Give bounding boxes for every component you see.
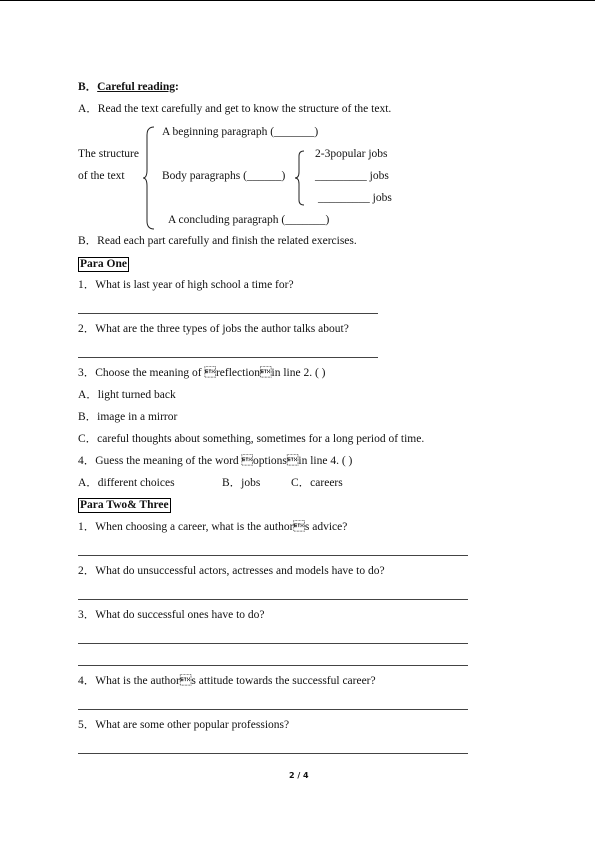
para-two-three-q4: 4．What is the authors attitude towards the successful career? xyxy=(78,675,376,687)
para-two-three-q2: 2．What do unsuccessful actors, actresses and models have to do? xyxy=(78,565,385,577)
jobs-item-1: 2-3popular jobs xyxy=(315,148,388,160)
para-two-three-heading: Para Two& Three xyxy=(80,499,169,511)
para-one-q4-option-a: A．different choices xyxy=(78,477,175,489)
para-one-q1: 1．What is last year of high school a time for? xyxy=(78,279,294,291)
para-one-q3-option-b: B．image in a mirror xyxy=(78,411,178,423)
answer-line-p23-q1[interactable] xyxy=(78,555,468,556)
structure-label-line1: The structure xyxy=(78,148,139,160)
para-one-q4-option-b: B．jobs xyxy=(222,477,261,489)
answer-line-p23-q2[interactable] xyxy=(78,599,468,600)
para-two-three-q1: 1．When choosing a career, what is the authors advice? xyxy=(78,521,348,533)
top-rule xyxy=(0,0,595,1)
answer-line-p23-q5[interactable] xyxy=(78,753,468,754)
beginning-paragraph-item: A beginning paragraph (_______) xyxy=(162,126,319,138)
jobs-item-2: _________ jobs xyxy=(315,170,389,182)
structure-brace-icon xyxy=(142,126,156,230)
para-one-q2: 2．What are the three types of jobs the author talks about? xyxy=(78,323,349,335)
body-paragraphs-item: Body paragraphs (______) xyxy=(162,170,286,182)
section-title: Careful reading xyxy=(97,81,176,93)
jobs-item-3: _________ jobs xyxy=(318,192,392,204)
section-heading xyxy=(78,80,179,94)
part-a-instruction: A．Read the text carefully and get to know the structure of the text. xyxy=(78,103,392,115)
para-one-q4-option-c: C．careers xyxy=(291,477,343,489)
section-title-colon: : xyxy=(175,81,179,93)
para-one-heading: Para One xyxy=(80,258,127,270)
structure-label-line2: of the text xyxy=(78,170,125,182)
para-two-three-q5: 5．What are some other popular professions? xyxy=(78,719,290,731)
para-one-q3-option-c: C．careful thoughts about something, sometimes for a long period of time. xyxy=(78,433,425,445)
concluding-paragraph-item: A concluding paragraph (_______) xyxy=(168,214,330,226)
part-b-instruction: B．Read each part carefully and finish the related exercises. xyxy=(78,235,357,247)
answer-line-p23-q3a[interactable] xyxy=(78,643,468,644)
answer-line-p23-q4[interactable] xyxy=(78,709,468,710)
section-label: B． xyxy=(78,81,98,93)
para-one-q4: 4．Guess the meaning of the word optionsin line 4. ( ) xyxy=(78,455,353,467)
answer-line-p1-q2[interactable] xyxy=(78,357,378,358)
para-one-q3: 3．Choose the meaning of reflectionin line 2. ( ) xyxy=(78,367,326,379)
answer-line-p23-q3b[interactable] xyxy=(78,665,468,666)
answer-line-p1-q1[interactable] xyxy=(78,313,378,314)
page-number: 2 / 4 xyxy=(289,771,309,780)
para-two-three-q3: 3．What do successful ones have to do? xyxy=(78,609,265,621)
para-one-q3-option-a: A．light turned back xyxy=(78,389,176,401)
body-brace-icon xyxy=(294,150,306,206)
